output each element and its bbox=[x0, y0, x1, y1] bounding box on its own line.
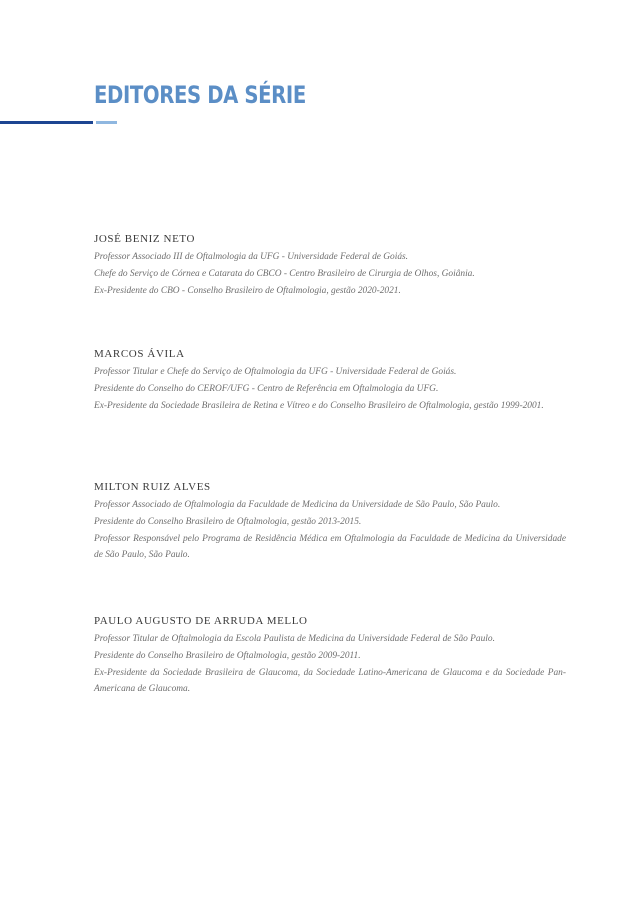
editor-entry bbox=[94, 480, 566, 564]
editor-name: PAULO AUGUSTO DE ARRUDA MELLO bbox=[94, 615, 308, 627]
editor-credential: Presidente do Conselho do CEROF/UFG - Centro de Referência em Oftalmologia da UFG. bbox=[94, 383, 439, 394]
editor-credential: Professor Associado III de Oftalmologia da UFG - Universidade Federal de Goiás. bbox=[94, 252, 409, 262]
page-title: EDITORES DA SÉRIE bbox=[94, 81, 306, 109]
editor-name: MILTON RUIZ ALVES bbox=[94, 481, 211, 493]
editor-credential: Ex-Presidente da Sociedade Brasileira de Retina e Vítreo e do Conselho Brasileiro de Oftalmologia, gestão 1999-2001. bbox=[94, 400, 544, 411]
editor-credential: Presidente do Conselho Brasileiro de Oftalmologia, gestão 2009-2011. bbox=[94, 650, 361, 661]
editor-entry bbox=[94, 232, 566, 299]
editor-credential: Professor Responsável pelo Programa de Residência Médica em Oftalmologia da Faculdade de Medicina da Universidade de São Paulo, São Paulo. bbox=[94, 533, 566, 561]
editor-name: JOSÉ BENIZ NETO bbox=[94, 233, 196, 245]
editor-credential: Professor Associado de Oftalmologia da Faculdade de Medicina da Universidade de São Paulo, São Paulo. bbox=[94, 500, 501, 510]
editor-credential: Chefe do Serviço de Córnea e Catarata do CBCO - Centro Brasileiro de Cirurgia de Olhos, Goiânia. bbox=[94, 268, 475, 279]
editor-credential: Ex-Presidente da Sociedade Brasileira de Glaucoma, da Sociedade Latino-Americana de Glaucoma e da Sociedade Pan-Americana de Glaucoma. bbox=[94, 667, 566, 695]
editor-credential: Presidente do Conselho Brasileiro de Oftalmologia, gestão 2013-2015. bbox=[94, 516, 362, 527]
editor-credential: Professor Titular e Chefe do Serviço de Oftalmologia da UFG - Universidade Federal de Goiás. bbox=[94, 367, 457, 377]
editor-name: MARCOS ÁVILA bbox=[94, 348, 185, 360]
title-underline-dark bbox=[0, 121, 93, 124]
editor-credential: Ex-Presidente do CBO - Conselho Brasileiro de Oftalmologia, gestão 2020-2021. bbox=[94, 285, 401, 296]
editor-entry bbox=[94, 347, 566, 414]
editor-credential: Professor Titular de Oftalmologia da Escola Paulista de Medicina da Universidade Federal de São Paulo. bbox=[94, 634, 495, 644]
editor-entry bbox=[94, 614, 566, 698]
title-underline-light bbox=[96, 121, 117, 124]
